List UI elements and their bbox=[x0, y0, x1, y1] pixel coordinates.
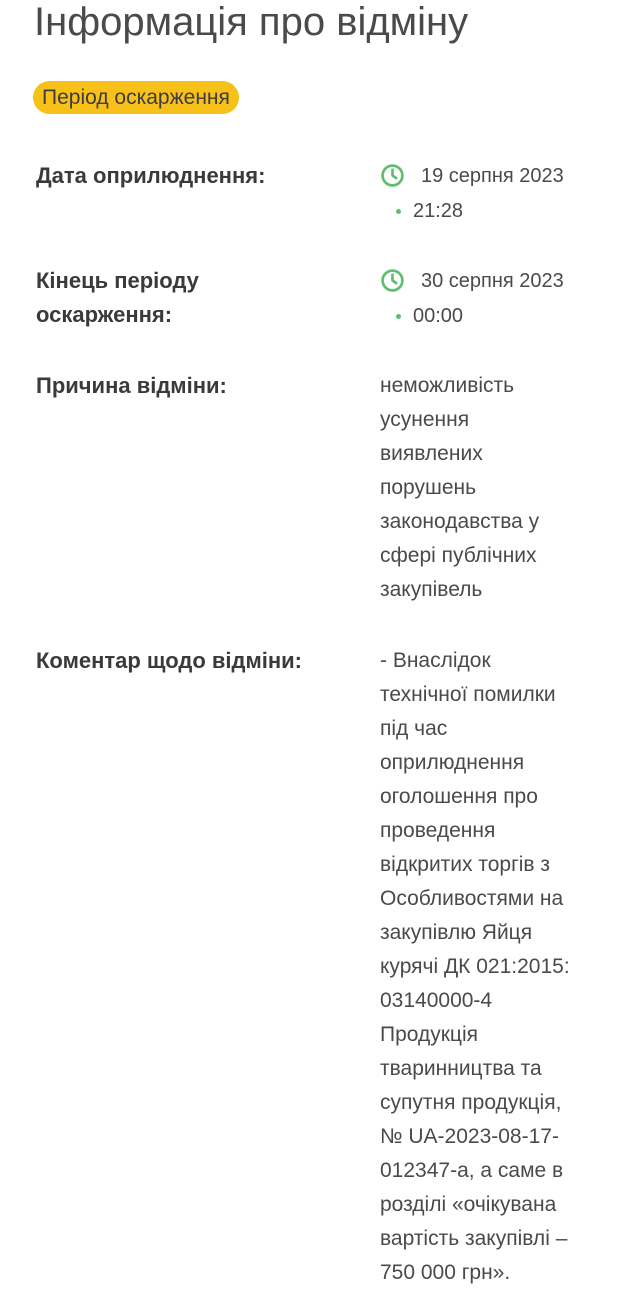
bullet-dot bbox=[396, 209, 401, 214]
comment-line: 03140000-4 bbox=[380, 989, 493, 1012]
comment-line: Особливостями на bbox=[380, 887, 564, 910]
reason-value bbox=[380, 369, 620, 607]
comment-line: 750 000 грн». bbox=[380, 1261, 511, 1284]
publication-date-text: 19 серпня 2023 bbox=[421, 165, 564, 187]
bullet-dot bbox=[396, 314, 401, 319]
appeal-end-time-text: 00:00 bbox=[413, 305, 464, 327]
comment-line: Продукція bbox=[380, 1023, 478, 1046]
appeal-end-date-text: 30 серпня 2023 bbox=[421, 270, 564, 292]
comment-line: технічної помилки bbox=[380, 683, 556, 706]
comment-line: проведення bbox=[380, 819, 496, 842]
reason-line: закупівель bbox=[380, 578, 483, 601]
comment-value bbox=[380, 644, 620, 1290]
status-badge: Період оскарження bbox=[33, 81, 239, 114]
page-title: Інформація про відміну bbox=[34, 0, 469, 44]
reason-line: виявлених bbox=[380, 442, 483, 465]
publication-time-text: 21:28 bbox=[413, 200, 464, 222]
reason-label: Причина відміни: bbox=[36, 373, 227, 398]
comment-line: тваринництва та bbox=[380, 1057, 542, 1080]
comment-line: відкритих торгів з bbox=[380, 853, 551, 876]
appeal-end-label-line: Кінець періоду bbox=[36, 268, 199, 293]
comment-line: курячі ДК 021:2015: bbox=[380, 955, 570, 978]
reason-line: неможливість bbox=[380, 374, 515, 397]
publication-date-value bbox=[380, 159, 620, 228]
comment-line: вартість закупівлі – bbox=[380, 1227, 568, 1250]
comment-line: закупівлю Яйця bbox=[380, 921, 533, 944]
appeal-end-label-line: оскарження: bbox=[36, 302, 173, 327]
comment-line: 012347-a, а саме в bbox=[380, 1159, 564, 1182]
reason-line: сфері публічних bbox=[380, 544, 537, 567]
comment-line: оголошення про bbox=[380, 785, 538, 808]
reason-line: законодавства у bbox=[380, 510, 540, 533]
clock-icon bbox=[380, 163, 405, 188]
comment-line: під час bbox=[380, 717, 448, 740]
status-bar-right-icons bbox=[513, 0, 603, 2]
comment-line: розділі «очікувана bbox=[380, 1193, 557, 1216]
reason-line: порушень bbox=[380, 476, 477, 499]
publication-date-label: Дата оприлюднення: bbox=[36, 163, 266, 188]
comment-line: оприлюднення bbox=[380, 751, 525, 774]
reason-line: усунення bbox=[380, 408, 470, 431]
appeal-end-value bbox=[380, 264, 620, 333]
comment-label: Коментар щодо відміни: bbox=[36, 648, 302, 673]
appeal-end-label bbox=[36, 264, 199, 332]
clock-icon bbox=[380, 268, 405, 293]
comment-line: - Внаслідок bbox=[380, 649, 491, 672]
comment-line: супутня продукція, bbox=[380, 1091, 562, 1114]
comment-line: № UA-2023-08-17- bbox=[380, 1125, 559, 1148]
